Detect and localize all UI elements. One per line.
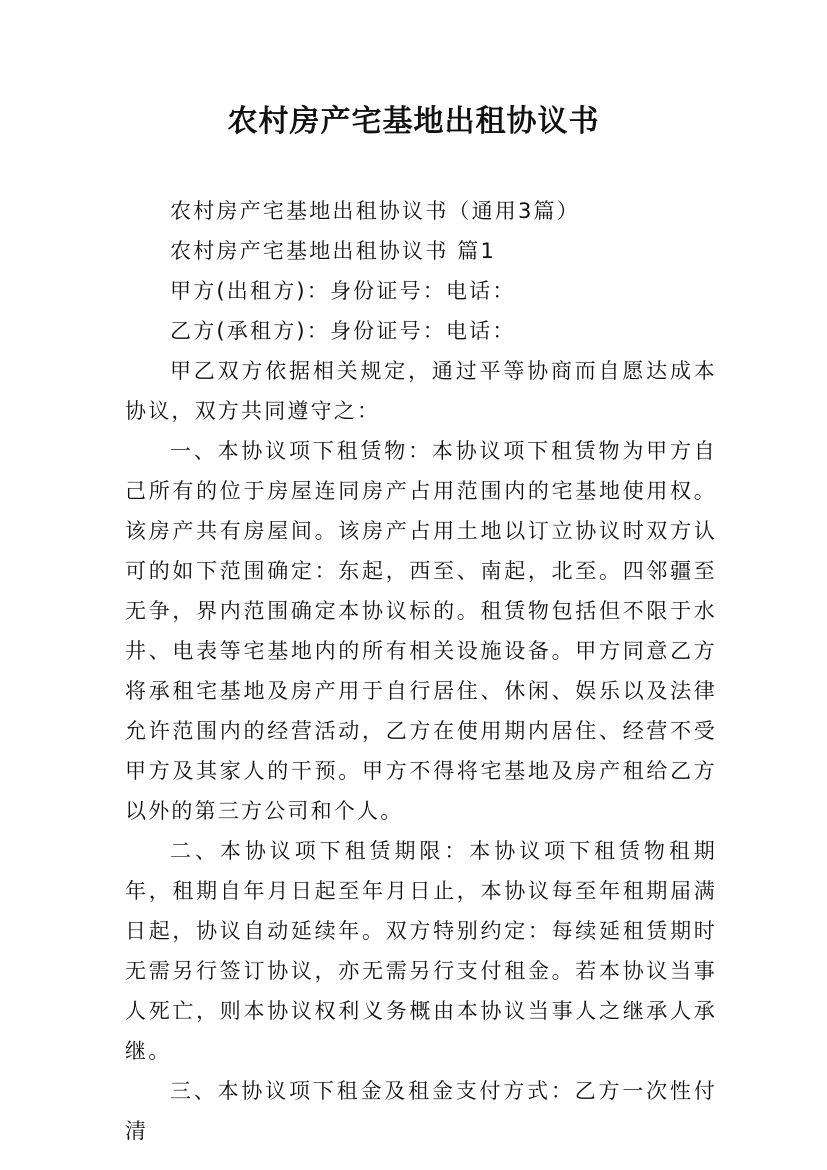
paragraph-clause-3: 三、本协议项下租金及租金支付方式：乙方一次性付清 — [125, 1079, 717, 1143]
paragraph-clause-2: 二、本协议项下租赁期限：本协议项下租赁物租期年，租期自年月日起至年月日止，本协议每至年租期届满日起，协议自动延续年。双方特别约定：每续延租赁期时无需另行签订协议，亦无需另行支付租金。若本协议当事人死亡，则本协议权利义务概由本协议当事人之继承人承继。 — [125, 839, 717, 1063]
paragraph-clause-1: 一、本协议项下租赁物：本协议项下租赁物为甲方自己所有的位于房屋连同房产占用范围内的宅基地使用权。该房产共有房屋间。该房产占用土地以订立协议时双方认可的如下范围确定：东起，西至、南起，北至。四邻疆至无争，界内范围确定本协议标的。租赁物包括但不限于水井、电表等宅基地内的所有相关设施设备。甲方同意乙方将承租宅基地及房产用于自行居住、休闲、娱乐以及法律允许范围内的经营活动，乙方在使用期内居住、经营不受甲方及其家人的干预。甲方不得将宅基地及房产租给乙方以外的第三方公司和个人。 — [125, 439, 717, 823]
document-body — [125, 191, 717, 1151]
paragraph-party-b: 乙方(承租方)：身份证号：电话： — [170, 319, 516, 343]
paragraph-article-heading: 农村房产宅基地出租协议书 篇1 — [170, 239, 497, 263]
document-title: 农村房产宅基地出租协议书 — [227, 104, 600, 139]
paragraph-collection-title: 农村房产宅基地出租协议书（通用3篇） — [170, 199, 580, 223]
paragraph-preamble: 甲乙双方依据相关规定，通过平等协商而自愿达成本协议，双方共同遵守之： — [125, 359, 717, 423]
paragraph-party-a: 甲方(出租方)：身份证号：电话： — [170, 279, 516, 303]
